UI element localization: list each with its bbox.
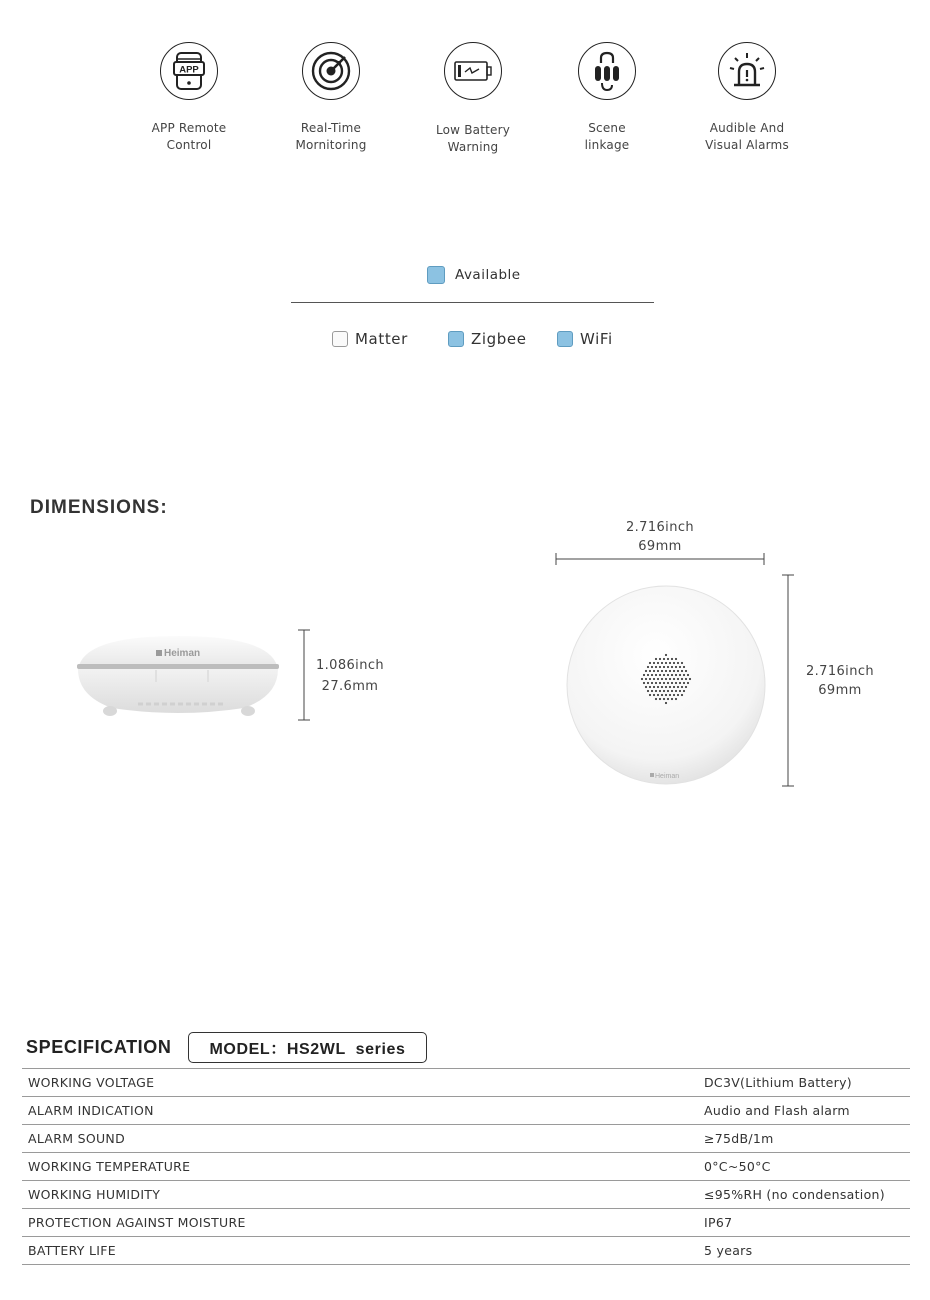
speaker-hole — [667, 674, 669, 676]
spec-value: ≤95%RH (no condensation) — [704, 1187, 885, 1202]
side-height-dimension-line — [297, 629, 311, 721]
speaker-hole — [649, 670, 651, 672]
speaker-hole — [671, 698, 673, 700]
spec-value: Audio and Flash alarm — [704, 1103, 850, 1118]
speaker-hole — [649, 662, 651, 664]
speaker-hole — [659, 666, 661, 668]
speaker-hole — [669, 678, 671, 680]
spec-value: 0°C~50°C — [704, 1159, 771, 1174]
speaker-hole — [667, 698, 669, 700]
dimensions-title: DIMENSIONS: — [30, 497, 168, 518]
speaker-hole — [661, 694, 663, 696]
top-height-inch: 2.716inch — [805, 664, 875, 679]
speaker-hole — [661, 670, 663, 672]
speaker-hole — [667, 690, 669, 692]
table-row — [22, 1069, 910, 1097]
table-row — [22, 1153, 910, 1181]
speaker-hole — [651, 666, 653, 668]
side-height-inch: 1.086inch — [315, 658, 385, 673]
feature-audible-visual-alarms — [677, 42, 817, 154]
speaker-hole — [657, 686, 659, 688]
spec-key: ALARM SOUND — [28, 1131, 125, 1146]
low-battery-icon — [444, 42, 502, 100]
speaker-hole — [653, 670, 655, 672]
side-height-label — [312, 656, 388, 696]
speaker-hole — [671, 690, 673, 692]
speaker-hole — [665, 686, 667, 688]
speaker-hole — [653, 686, 655, 688]
feature-app-remote-control — [119, 42, 259, 154]
speaker-hole — [679, 690, 681, 692]
speaker-hole — [659, 690, 661, 692]
speaker-hole — [683, 690, 685, 692]
spec-table — [22, 1068, 910, 1265]
speaker-hole — [675, 698, 677, 700]
protocol-zigbee — [448, 330, 527, 348]
speaker-hole — [671, 674, 673, 676]
speaker-hole — [665, 654, 667, 656]
speaker-hole — [677, 694, 679, 696]
brand-logo-side: Heiman — [164, 648, 201, 659]
feature-real-time-monitoring — [261, 42, 401, 154]
spec-key: ALARM INDICATION — [28, 1103, 154, 1118]
speaker-hole — [641, 678, 643, 680]
speaker-hole — [671, 658, 673, 660]
spec-value: 5 years — [704, 1243, 753, 1258]
speaker-hole — [655, 666, 657, 668]
protocol-matter — [332, 330, 408, 348]
speaker-hole — [667, 658, 669, 660]
speaker-hole — [669, 662, 671, 664]
speaker-hole — [667, 682, 669, 684]
speaker-hole — [653, 662, 655, 664]
speaker-hole — [645, 686, 647, 688]
spec-key: WORKING VOLTAGE — [28, 1075, 155, 1090]
speaker-hole — [665, 662, 667, 664]
speaker-hole — [659, 682, 661, 684]
speaker-hole — [683, 666, 685, 668]
spec-value: ≥75dB/1m — [704, 1131, 774, 1146]
table-row — [22, 1209, 910, 1237]
speaker-hole — [685, 678, 687, 680]
device-side-view — [74, 632, 282, 722]
feature-label: Audible And Visual Alarms — [705, 121, 789, 152]
protocol-wifi — [557, 330, 613, 348]
speaker-hole — [651, 690, 653, 692]
speaker-hole — [681, 662, 683, 664]
speaker-hole — [673, 694, 675, 696]
speaker-hole — [689, 678, 691, 680]
specification-title: SPECIFICATION — [26, 1037, 172, 1057]
speaker-hole — [663, 658, 665, 660]
app-badge-text: APP — [179, 64, 199, 76]
speaker-hole — [661, 678, 663, 680]
top-height-mm: 69mm — [818, 683, 862, 698]
speaker-hole — [675, 666, 677, 668]
protocol-label: Zigbee — [471, 330, 527, 348]
model-label: MODEL：HS2WL series — [209, 1041, 406, 1058]
speaker-hole — [651, 674, 653, 676]
speaker-hole — [669, 686, 671, 688]
speaker-hole — [663, 690, 665, 692]
speaker-hole — [659, 658, 661, 660]
table-row — [22, 1125, 910, 1153]
speaker-hole — [685, 686, 687, 688]
speaker-hole — [671, 682, 673, 684]
protocol-label: Matter — [355, 330, 408, 348]
feature-label: APP Remote Control — [151, 121, 227, 152]
speaker-hole — [659, 698, 661, 700]
speaker-hole — [683, 674, 685, 676]
speaker-hole — [687, 674, 689, 676]
speaker-hole — [647, 690, 649, 692]
speaker-hole — [667, 666, 669, 668]
speaker-hole — [645, 678, 647, 680]
speaker-hole — [655, 698, 657, 700]
available-legend — [427, 266, 521, 284]
device-top-view — [564, 583, 768, 787]
speaker-hole — [655, 658, 657, 660]
speaker-hole — [663, 674, 665, 676]
speaker-hole — [677, 662, 679, 664]
top-width-dimension-line — [555, 551, 767, 565]
table-row — [22, 1181, 910, 1209]
alarm-siren-icon — [718, 42, 776, 100]
speaker-hole — [643, 682, 645, 684]
scene-linkage-icon — [578, 42, 636, 100]
speaker-hole — [655, 690, 657, 692]
speaker-hole — [663, 666, 665, 668]
speaker-hole — [679, 674, 681, 676]
speaker-hole — [673, 678, 675, 680]
speaker-hole — [673, 662, 675, 664]
speaker-hole — [655, 682, 657, 684]
feature-low-battery-warning — [403, 42, 543, 156]
feature-label: Real-Time Mornitoring — [295, 121, 367, 152]
speaker-hole — [657, 662, 659, 664]
speaker-hole — [681, 686, 683, 688]
speaker-hole — [669, 670, 671, 672]
spec-value: IP67 — [704, 1215, 733, 1230]
speaker-hole — [673, 670, 675, 672]
speaker-hole — [665, 694, 667, 696]
speaker-hole — [647, 666, 649, 668]
table-row — [22, 1237, 910, 1265]
speaker-hole — [649, 686, 651, 688]
speaker-hole — [673, 686, 675, 688]
speaker-hole — [649, 694, 651, 696]
speaker-hole — [657, 670, 659, 672]
speaker-hole — [677, 678, 679, 680]
speaker-hole — [665, 702, 667, 704]
speaker-hole — [649, 678, 651, 680]
feature-scene-linkage — [537, 42, 677, 154]
speaker-hole — [681, 678, 683, 680]
speaker-hole — [685, 670, 687, 672]
speaker-hole — [659, 674, 661, 676]
speaker-hole — [671, 666, 673, 668]
table-row — [22, 1097, 910, 1125]
speaker-hole — [675, 658, 677, 660]
checkbox-wifi — [557, 331, 573, 347]
speaker-hole — [657, 694, 659, 696]
speaker-hole — [665, 670, 667, 672]
speaker-hole — [661, 662, 663, 664]
speaker-hole — [653, 694, 655, 696]
speaker-hole — [681, 670, 683, 672]
speaker-hole — [661, 686, 663, 688]
checkbox-zigbee — [448, 331, 464, 347]
speaker-hole — [679, 666, 681, 668]
speaker-hole — [681, 694, 683, 696]
radar-icon — [302, 42, 360, 100]
speaker-hole — [675, 682, 677, 684]
top-width-mm: 69mm — [638, 539, 682, 554]
spec-key: BATTERY LIFE — [28, 1243, 116, 1258]
spec-value: DC3V(Lithium Battery) — [704, 1075, 852, 1090]
top-height-label — [800, 662, 880, 700]
spec-key: WORKING TEMPERATURE — [28, 1159, 191, 1174]
speaker-hole — [675, 674, 677, 676]
app-phone-icon — [160, 42, 218, 100]
model-badge — [188, 1032, 427, 1063]
speaker-hole — [677, 670, 679, 672]
speaker-hole — [677, 686, 679, 688]
speaker-hole — [651, 682, 653, 684]
available-label: Available — [455, 267, 521, 283]
speaker-hole — [665, 678, 667, 680]
speaker-hole — [683, 682, 685, 684]
spec-key: PROTECTION AGAINST MOISTURE — [28, 1215, 246, 1230]
speaker-hole — [655, 674, 657, 676]
speaker-hole — [645, 670, 647, 672]
speaker-hole — [687, 682, 689, 684]
feature-label: Low Battery Warning — [435, 123, 511, 154]
spec-key: WORKING HUMIDITY — [28, 1187, 161, 1202]
speaker-hole — [643, 674, 645, 676]
divider — [291, 302, 654, 303]
speaker-hole — [663, 682, 665, 684]
speaker-hole — [653, 678, 655, 680]
speaker-hole — [647, 682, 649, 684]
feature-label: Scene linkage — [584, 121, 630, 152]
speaker-hole — [647, 674, 649, 676]
available-swatch — [427, 266, 445, 284]
speaker-hole — [669, 694, 671, 696]
protocol-label: WiFi — [580, 330, 613, 348]
speaker-hole — [657, 678, 659, 680]
side-height-mm: 27.6mm — [321, 679, 379, 694]
speaker-hole — [679, 682, 681, 684]
brand-logo-top: Heiman — [655, 773, 680, 780]
top-width-inch: 2.716inch — [625, 520, 695, 535]
top-height-dimension-line — [781, 574, 795, 788]
speaker-hole — [675, 690, 677, 692]
speaker-hole — [663, 698, 665, 700]
checkbox-matter — [332, 331, 348, 347]
